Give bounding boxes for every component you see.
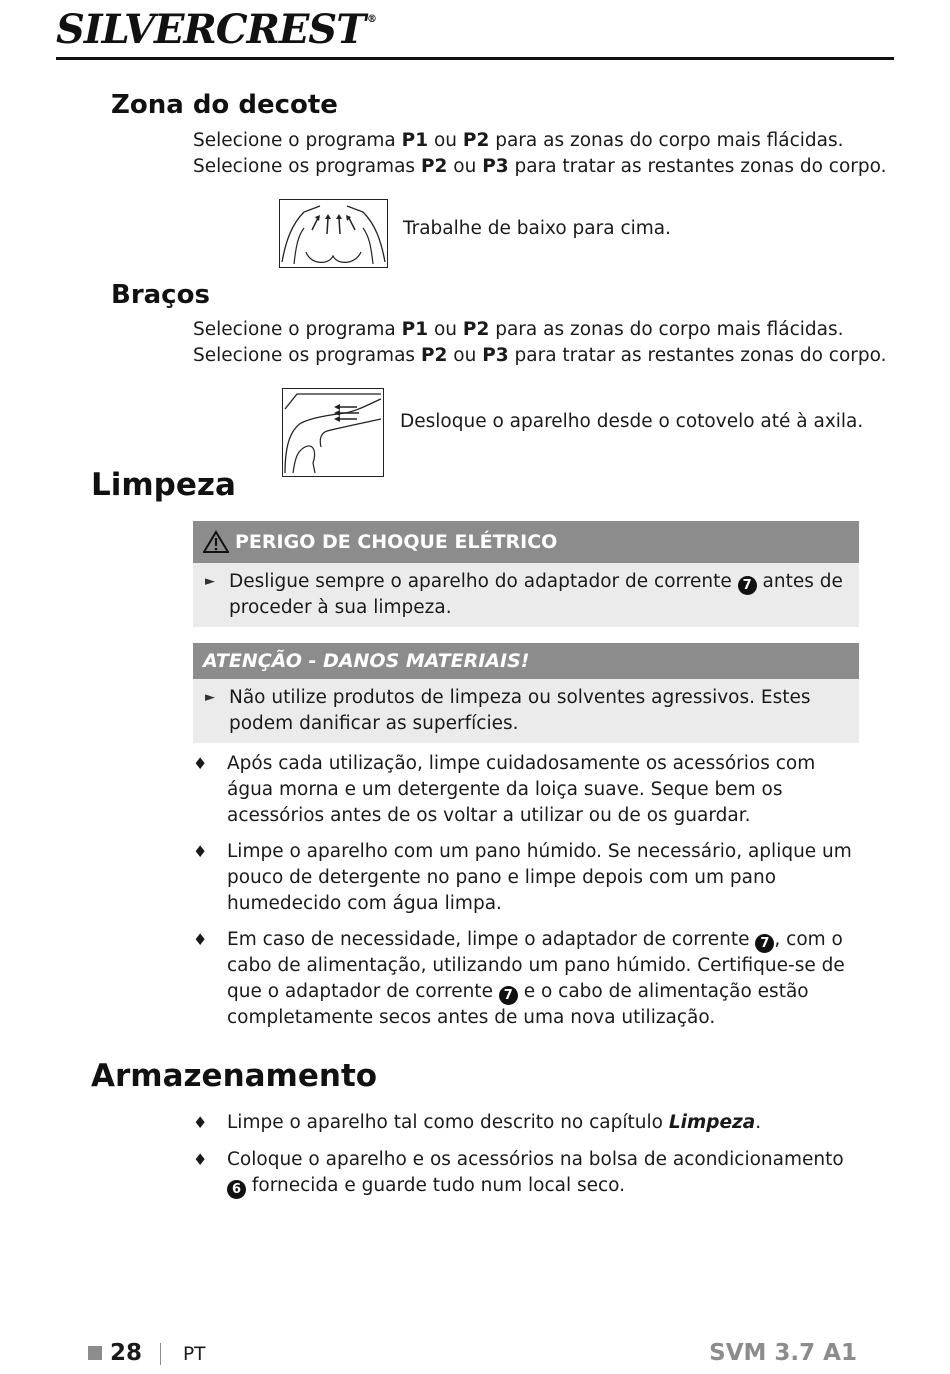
callout-number: 7: [499, 986, 518, 1005]
zona-title: Zona do decote: [111, 90, 338, 120]
attention-header: [193, 643, 859, 679]
zona-paragraph: Selecione o programa P1 ou P2 para as zonas do corpo mais flácidas. Selecione os programas P2 ou P3 para tratar as restantes zonas do corpo.: [193, 130, 887, 177]
zona-caption: Trabalhe de baixo para cima.: [403, 218, 671, 239]
attention-title: ATENÇÃO - DANOS MATERIAIS!: [203, 650, 530, 672]
danger-warning-text: ► Desligue sempre o aparelho do adaptador de corrente 7 antes de proceder à sua limpeza.: [205, 571, 843, 618]
decote-illustration: [279, 199, 388, 268]
bracos-caption: Desloque o aparelho desde o cotovelo até à axila.: [400, 411, 864, 432]
callout-number: 6: [227, 1180, 246, 1199]
diamond-icon: ♦: [193, 1150, 208, 1169]
danger-warning-header: [193, 521, 859, 563]
list-item: ♦ Limpe o aparelho com um pano húmido. Se necessário, aplique um pouco de detergente no pano e limpe depois com um pano humedecido com água limpa.: [193, 841, 852, 914]
triangle-arrow-icon: ►: [205, 690, 215, 705]
footer-square: [88, 1346, 102, 1360]
callout-number: 7: [755, 934, 774, 953]
list-item: ♦ Em caso de necessidade, limpe o adaptador de corrente 7 , com o cabo de alimentação, utilizando um pano húmido. Certifique-se de que o adaptador de corrente 7 e o cabo de alimentação estão completamente secos antes de uma nova utilização.: [193, 929, 845, 1028]
diamond-icon: ♦: [193, 842, 208, 861]
diamond-icon: ♦: [193, 754, 208, 773]
warning-triangle-icon: [203, 530, 229, 554]
limpeza-title: Limpeza: [91, 467, 236, 503]
page-number: 28: [110, 1340, 143, 1366]
bracos-paragraph: Selecione o programa P1 ou P2 para as zonas do corpo mais flácidas. Selecione os programas P2 ou P3 para tratar as restantes zonas do corpo.: [193, 319, 887, 366]
bracos-illustration: [282, 388, 384, 477]
attention-box: [193, 643, 859, 743]
footer-divider: [160, 1343, 161, 1365]
diamond-icon: ♦: [193, 930, 208, 949]
callout-number: 7: [738, 576, 757, 595]
language-code: PT: [183, 1344, 206, 1365]
triangle-arrow-icon: ►: [205, 574, 215, 589]
model-number: SVM 3.7 A1: [709, 1340, 857, 1366]
danger-warning-box: [193, 521, 859, 627]
diamond-icon: ♦: [193, 1113, 208, 1132]
list-item: ♦ Coloque o aparelho e os acessórios na bolsa de acondicionamento 6 fornecida e guarde tudo num local seco.: [193, 1149, 844, 1197]
list-item: ♦ Limpe o aparelho tal como descrito no capítulo Limpeza.: [193, 1110, 863, 1136]
danger-warning-title: PERIGO DE CHOQUE ELÉTRICO: [235, 531, 558, 553]
armazenamento-title: Armazenamento: [91, 1058, 378, 1094]
list-item: ♦ Após cada utilização, limpe cuidadosamente os acessórios com água morna e um detergente da loiça suave. Seque bem os acessórios antes de os voltar a utilizar ou de os guardar.: [193, 753, 816, 826]
brand-logo: SILVERCREST ®: [56, 6, 376, 53]
bracos-title: Braços: [111, 280, 210, 310]
attention-text: ► Não utilize produtos de limpeza ou solventes agressivos. Estes podem danificar as superfícies.: [205, 687, 811, 734]
header-rule: [56, 57, 894, 60]
